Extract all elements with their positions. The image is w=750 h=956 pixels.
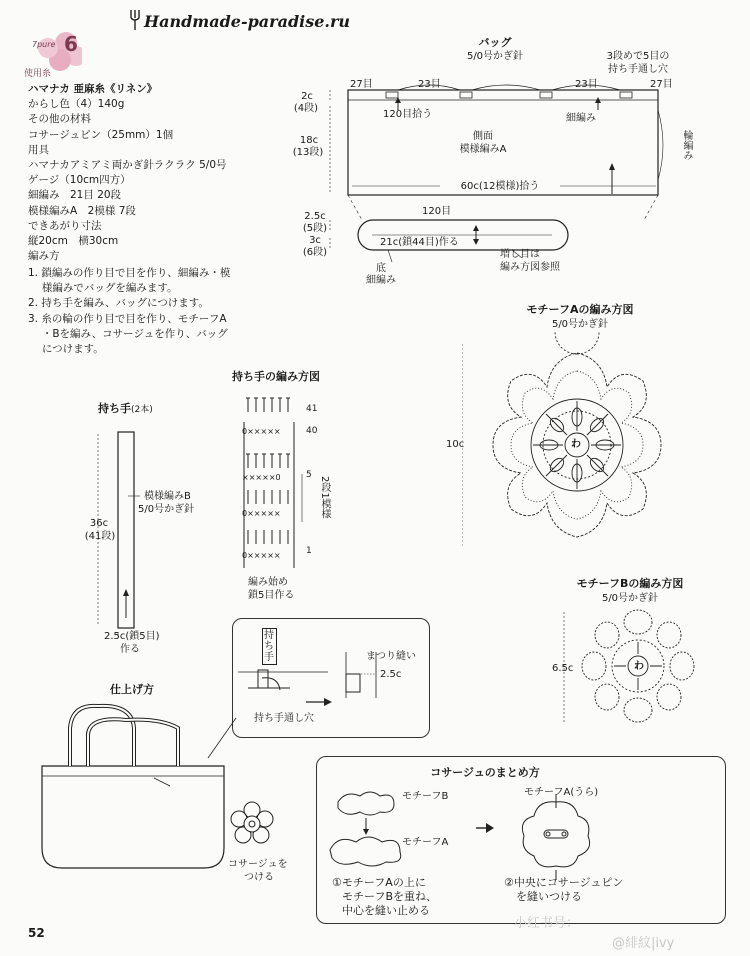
gauge-sc: 細編み 21目 20段 xyxy=(28,189,122,202)
st-120: 120目 xyxy=(422,206,452,217)
slot-note-1: 3段めで5目の xyxy=(606,51,670,62)
materials-block xyxy=(28,82,227,264)
gauge-pattern: 模様編みA 2模様 7段 xyxy=(28,204,136,217)
h-top-rows: (4段) xyxy=(293,103,319,114)
step-line: 2. 持ち手を編み、バッグにつけます。 xyxy=(28,297,209,310)
handle-count: (2本) xyxy=(131,405,153,415)
handle-chart-row3-stitches: 0××××× xyxy=(242,509,281,518)
step-line: 様編みでバッグを編みます。 xyxy=(28,282,178,295)
h-b2: 3c xyxy=(309,235,321,246)
row-41: 41 xyxy=(306,404,318,414)
pattern-a-label: 模様編みA xyxy=(459,144,507,155)
other-materials-title: その他の材料 xyxy=(28,113,91,126)
watermark-1: 小红书号： xyxy=(514,916,580,931)
handle-stitch-chart xyxy=(236,392,326,570)
handle-length: 36c xyxy=(89,518,109,529)
steps-block xyxy=(28,266,230,357)
handle-chart-title: 持ち手の編み方図 xyxy=(232,370,320,383)
detail-whip-label: まつり縫い xyxy=(366,651,416,662)
handle-pattern: 模様編みB xyxy=(144,491,191,502)
row-1: 1 xyxy=(306,546,312,556)
base-sc-label: 細編み xyxy=(366,275,396,286)
bag-hook: 5/0号かぎ針 xyxy=(466,51,524,62)
size-title: できあがり寸法 xyxy=(28,219,102,232)
motif-a-hook: 5/0号かぎ針 xyxy=(551,319,609,330)
handle-chart-row5-stitches: ×××××0 xyxy=(242,473,281,482)
motif-b-title: モチーフBの編み方図 xyxy=(576,577,684,590)
tools-title: 用具 xyxy=(28,143,49,156)
chart-start-chain: 鎖5目作る xyxy=(248,590,295,601)
corsage-step2-a: ②中央にコサージュピン xyxy=(504,876,624,889)
step-line: 3. 糸の輪の作り目で目を作り、モチーフA xyxy=(28,312,227,325)
handle-title-text: 持ち手 xyxy=(98,402,131,415)
badge-top: 7pure xyxy=(32,40,56,49)
h-body: 18c xyxy=(299,135,319,146)
bag-title: バッグ xyxy=(478,36,512,49)
seg-27a: 27目 xyxy=(350,79,373,90)
row-5: 5 xyxy=(306,470,312,480)
motif-b-hook: 5/0号かぎ針 xyxy=(601,593,659,604)
yarn-name: ハマナカ 亜麻糸《リネン》 xyxy=(28,83,158,95)
motif-a-center: わ xyxy=(571,439,581,450)
repeat-note: 2段1模様 xyxy=(319,476,330,519)
h-b1-rows: (5段) xyxy=(302,223,328,234)
handle-chart-row1-stitches: 0××××× xyxy=(242,551,281,560)
detail-depth-label: 2.5c xyxy=(380,669,402,680)
h-b1: 2.5c xyxy=(304,211,326,222)
page-number: 52 xyxy=(28,926,45,940)
motif-b-size: 6.5c xyxy=(552,663,574,674)
seg-23b: 23目 xyxy=(575,79,598,90)
size: 縦20cm 横30cm xyxy=(28,235,119,248)
detail-slot-label: 持ち手通し穴 xyxy=(254,713,314,724)
motif-a-title: モチーフAの編み方図 xyxy=(526,303,634,316)
corsage-pin: コサージュピン（25mm）1個 xyxy=(28,128,174,141)
corsage-motif-a-back: モチーフA(うら) xyxy=(524,787,599,798)
step-line: ・Bを編み、コサージュを作り、バッグ xyxy=(28,327,228,340)
site-title: Handmade-paradise.ru xyxy=(144,12,351,31)
watermark-2: @緋紋|ivy xyxy=(612,936,675,951)
hook: ハマナカアミアミ両かぎ針ラクラク 5/0号 xyxy=(28,159,227,172)
header-badge xyxy=(14,30,82,78)
corsage-step2-b: を縫いつける xyxy=(516,890,582,903)
detail-handle-label: 持ち手 xyxy=(262,628,277,665)
pickup-120: 120目拾う xyxy=(383,109,433,120)
method-title: 編み方 xyxy=(28,250,60,263)
seg-23a: 23目 xyxy=(418,79,441,90)
sc-label: 細編み xyxy=(566,113,596,124)
gauge-title: ゲージ（10cm四方） xyxy=(28,174,131,187)
handle-chart-row40-stitches: 0××××× xyxy=(242,427,281,436)
handle-hook: 5/0号かぎ針 xyxy=(138,504,195,515)
motif-b-center: わ xyxy=(634,661,644,672)
handle-width: 2.5c(鎖5目) xyxy=(104,631,160,642)
h-top: 2c xyxy=(301,91,313,102)
row-40: 40 xyxy=(306,426,318,436)
corsage-attach-2: つける xyxy=(244,872,274,883)
step-line: につけます。 xyxy=(28,343,104,356)
corsage-title: コサージュのまとめ方 xyxy=(430,766,540,779)
corsage-motif-a-label: モチーフA xyxy=(402,837,449,848)
inc-note-1: 増し目は xyxy=(500,249,540,260)
corsage-attach-1: コサージュを xyxy=(228,859,288,870)
side-label: 側面 xyxy=(473,131,493,142)
finish-title: 仕上げ方 xyxy=(110,683,154,696)
base-label: 底 xyxy=(376,263,386,274)
handle-rows: (41段) xyxy=(84,531,116,542)
yarn-color: からし色（4）140g xyxy=(28,98,125,111)
ring-label: 輪編み xyxy=(681,130,692,160)
badge-sub: 使用糸 xyxy=(24,69,52,79)
inc-note-2: 編み方図参照 xyxy=(500,262,560,273)
h-b2-rows: (6段) xyxy=(302,247,328,258)
corsage-step1-a: ①モチーフAの上に xyxy=(332,876,426,889)
motif-a-size: 10c xyxy=(446,439,465,450)
chart-start: 編み始め xyxy=(248,577,288,588)
corsage-step1-b: モチーフBを重ね、 xyxy=(342,890,437,903)
seg-27b: 27目 xyxy=(650,79,673,90)
fork-logo-icon xyxy=(128,8,142,32)
corsage-motif-b-label: モチーフB xyxy=(402,791,449,802)
slot-note-2: 持ち手通し穴 xyxy=(608,64,668,75)
badge-number: 6 xyxy=(64,32,78,56)
handle-title xyxy=(98,402,153,417)
handle-make: 作る xyxy=(120,644,140,655)
width-label: 60c(12模様)拾う xyxy=(440,180,560,193)
corsage-step1-c: 中心を縫い止める xyxy=(342,904,430,917)
base-chain: 21c(鎖44目)作る xyxy=(380,237,459,248)
h-body-rows: (13段) xyxy=(292,147,324,158)
step-line: 1. 鎖編みの作り目で目を作り、細編み・模 xyxy=(28,267,231,279)
